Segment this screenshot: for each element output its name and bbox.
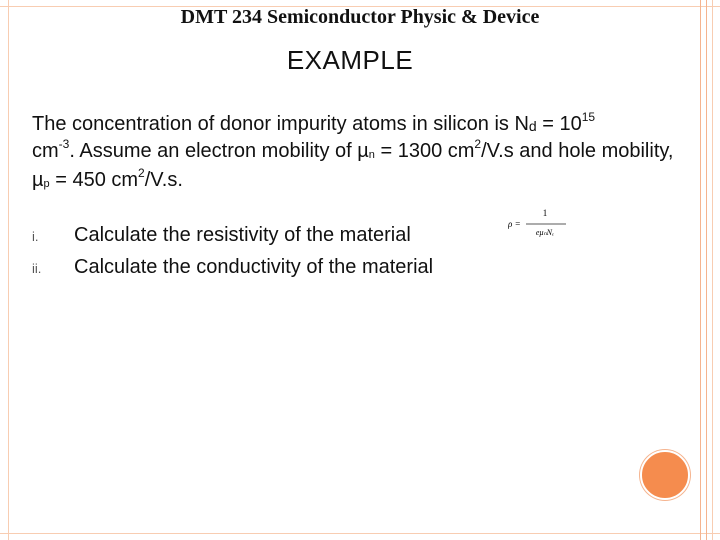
- exponent-minus-3: -3: [58, 137, 70, 151]
- para-text-5: = 1300 cm: [374, 140, 475, 162]
- slide-header: DMT 234 Semiconductor Physic & Device: [180, 6, 540, 28]
- slide-title: EXAMPLE: [286, 45, 414, 75]
- frame-line-left: [8, 0, 9, 540]
- para-text-6: /V.s and hole mobility, µ: [32, 140, 674, 191]
- list-item-text: Calculate the resistivity of the material: [74, 224, 411, 246]
- frame-line-right-2: [706, 0, 707, 540]
- un-subscript: n: [368, 149, 375, 161]
- exponent-15: 15: [581, 110, 596, 124]
- para-text-8: /V.s.: [144, 169, 183, 191]
- frame-line-right-3: [712, 0, 713, 540]
- up-subscript: p: [43, 178, 50, 190]
- exponent-2b: 2: [138, 166, 145, 180]
- formula-denominator: eμₙNₑ: [535, 228, 555, 237]
- formula-lhs: ρ =: [508, 219, 521, 229]
- task-list: [32, 220, 492, 284]
- decorative-circle: [640, 450, 690, 500]
- para-text-4: . Assume an electron mobility of µ: [69, 140, 369, 162]
- formula-numerator: 1: [542, 208, 548, 218]
- exponent-2a: 2: [474, 137, 482, 151]
- para-text-2: = 10: [536, 113, 582, 135]
- list-item: [32, 252, 492, 284]
- frame-line-bottom: [0, 533, 720, 534]
- para-text-3: cm: [32, 140, 59, 162]
- para-text-7: = 450 cm: [49, 169, 139, 191]
- frame-line-right-1: [700, 0, 701, 540]
- resistivity-formula: [508, 206, 574, 242]
- problem-statement: [32, 112, 677, 197]
- para-text-1: The concentration of donor impurity atoms in silicon is N: [32, 113, 529, 135]
- list-item: [32, 220, 492, 252]
- nd-subscript: d: [528, 118, 537, 134]
- list-item-text: Calculate the conductivity of the material: [74, 256, 434, 278]
- list-marker: ii.: [32, 261, 42, 276]
- list-marker: i.: [32, 229, 39, 244]
